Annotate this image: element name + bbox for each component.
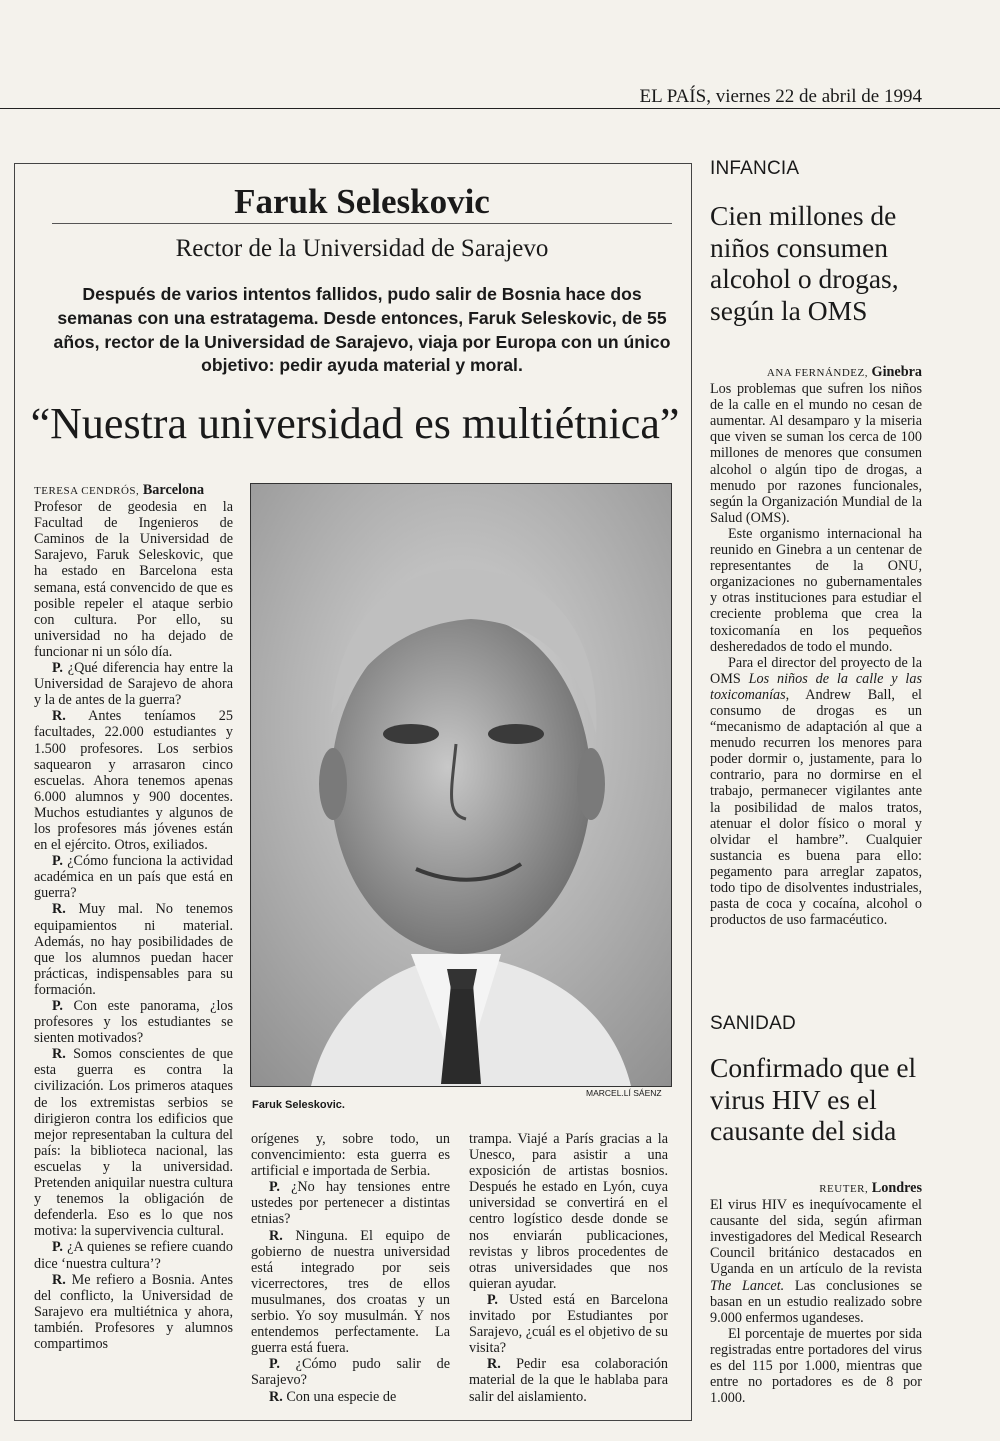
paragraph: Este organismo internacional ha reunido en Ginebra a un centenar de representantes de la ONU, organizaciones no gubernamentales y otras instituciones para estudiar el creciente problema que crea la toxicomanía en los pequeños desheredados de todo el mundo. [710, 525, 922, 655]
a-marker: R. [269, 1227, 283, 1244]
q-marker: P. [269, 1179, 280, 1196]
a-marker: R. [269, 1388, 283, 1405]
q-marker: P. [269, 1356, 280, 1373]
byline-place: Londres [871, 1180, 922, 1196]
question-text: ¿No hay tensiones entre ustedes por pertenecer a distintas etnias? [251, 1179, 450, 1228]
paragraph [710, 1197, 922, 1326]
paragraph: Profesor de geodesia en la Facultad de Ingenieros de Caminos de la Universidad de Sarajevo, Faruk Seleskovic, que ha estado en Barcelona esta semana, está convencido de que es posible repeler el ataque serbio con cultura. Por ello, su universidad no ha dejado de funcionar ni un sólo día. [34, 499, 233, 660]
answer-text: Me refiero a Bosnia. Antes del conflicto, la Universidad de Sarajevo era multiétnica y ahora, también. Profesores y alumnos compartimos [34, 1271, 233, 1352]
photo-caption: Faruk Seleskovic. [252, 1099, 345, 1111]
answer-text: Con una especie de [286, 1388, 397, 1405]
interview-headline: “Nuestra universidad es multiétnica” [30, 399, 680, 448]
answer [469, 1356, 668, 1404]
answer-text: Antes teníamos 25 facultades, 22.000 estudiantes y 1.500 profesores. Los serbios saquearon y arrasaron cinco escuelas. Ahora tenemos apenas 6.000 alumnos y 900 docentes. Muchos estudiantes y algunos de los profesores más jóvenes están en el ejército. Otros, exiliados. [34, 708, 233, 854]
infancia-headline: Cien millones de niños consumen alcohol o drogas, según la OMS [710, 200, 899, 326]
answer [34, 901, 233, 998]
answer [251, 1389, 450, 1405]
dateline: EL PAÍS, viernes 22 de abril de 1994 [639, 86, 922, 107]
intro-lead: Después de varios intentos fallidos, pudo salir de Bosnia hace dos semanas con una estratagema. Desde entonces, Faruk Seleskovic, de 55 años, rector de la Universidad de Sarajevo, viaja por Europa con un único objetivo: pedir ayuda material y moral. [53, 284, 671, 376]
question [34, 853, 233, 901]
section-label-infancia: INFANCIA [710, 158, 800, 179]
question-text: Con este panorama, ¿los profesores y los estudiantes se sienten motivados? [34, 998, 234, 1047]
section-label-sanidad: SANIDAD [710, 1013, 796, 1034]
answer [34, 708, 233, 853]
answer-text: Ninguna. El equipo de gobierno de nuestra universidad está integrado por seis vicerrectores, tres de ellos musulmanes, dos croatas y un serbio. Yo soy musulmán. Y nos entendemos perfectamente. La guerra está fuera. [251, 1227, 450, 1357]
paragraph-text: Las conclusiones se basan en un estudio realizado sobre 9.000 enfermos ugandeses. [710, 1277, 922, 1326]
paragraph: Los problemas que sufren los niños de la calle en el mundo no cesan de aumentar. Al desamparo y la miseria que viven se suman los cerca de 100 millones de menores que consumen alcohol o algún tipo de drogas, a menudo por razones funcionales, según la Organización Mundial de la Salud (OMS). [710, 381, 922, 526]
question-text: ¿Cómo pudo salir de Sarajevo? [251, 1356, 450, 1389]
a-marker: R. [487, 1356, 501, 1373]
paragraph [710, 655, 922, 929]
byline [710, 1180, 922, 1197]
paragraph: El porcentaje de muertes por sida registradas entre portadores del virus es del 115 por 1.000, mientras que entre no portadores es de 8 por 1.000. [710, 1325, 922, 1407]
byline [34, 482, 233, 499]
byline-author: TERESA CENDRÓS, [34, 485, 140, 497]
a-marker: R. [52, 901, 66, 918]
paragraph-text: , Andrew Ball, el consumo de drogas es un “mecanismo de adaptación al que a menudo recurren los menores para poder dormir o, justamente, para lo contrario, para no dormirse en el trabajo, permanecer vigilantes ante la posibilidad de malos tratos, atenuar el dolor físico o moral y olvidar el hambre”. Cualquier sustancia es buena para ello: pegamento para arreglar zapatos, todo tipo de disolventes industriales, pasta de coca y cocaína, alcohol o productos de uso farmacéutico. [710, 686, 922, 929]
byline-author: REUTER, [819, 1183, 869, 1195]
question-text: ¿A quienes se refiere cuando dice ‘nuestra cultura’? [34, 1239, 233, 1272]
portrait-photo [250, 483, 672, 1087]
answer [34, 1046, 233, 1239]
byline-author: ANA FERNÁNDEZ, [766, 367, 868, 379]
answer [34, 1272, 233, 1352]
paragraph: trampa. Viajé a París gracias a la Unesco, para asistir a una exposición de artistas bosnios. Después he estado en Lyón, cuya universidad se convertirá en el centro logístico desde donde se nos enviarán publicaciones, revistas y libros procedentes de otras universidades que nos quieran ayudar. [469, 1131, 668, 1292]
interview-column-2 [251, 1131, 450, 1405]
paragraph-text: El virus HIV es inequívocamente el causante del sida, según afirman investigadores del Medical Research Council británico destacados en Uganda en un artículo de la revista [710, 1197, 922, 1278]
photo-credit: MARCEL.LÍ SÁENZ [586, 1088, 662, 1098]
portrait-illustration [251, 484, 671, 1086]
question [34, 998, 233, 1046]
question [34, 1239, 233, 1271]
sanidad-article [710, 1180, 922, 1406]
question [34, 660, 233, 708]
infancia-article [710, 364, 922, 928]
paragraph-text: Para el director del proyecto de la OMS [710, 654, 922, 687]
byline-place: Barcelona [142, 482, 205, 498]
a-marker: R. [52, 708, 66, 725]
answer-text: Muy mal. No tenemos equipamientos ni material. Además, no hay posibilidades de que los alumnos puedan hacer prácticas, indispensables para su formación. [34, 901, 234, 998]
answer-text: Pedir esa colaboración material de la que le hablaba para salir del aislamiento. [469, 1356, 669, 1405]
interviewee-name: Faruk Seleskovic [234, 182, 490, 221]
question [469, 1292, 668, 1356]
interview-column-3 [469, 1131, 668, 1405]
question-text: ¿Cómo funciona la actividad académica en un país que está en guerra? [34, 853, 234, 902]
name-rule [52, 223, 672, 224]
paragraph: orígenes y, sobre todo, un convencimiento: esta guerra es artificial e importada de Serbia. [251, 1131, 450, 1180]
question [251, 1356, 450, 1388]
q-marker: P. [52, 660, 63, 677]
q-marker: P. [52, 853, 63, 870]
question-text: ¿Qué diferencia hay entre la Universidad de Sarajevo de ahora y la de antes de la guerra? [34, 660, 233, 709]
a-marker: R. [52, 1271, 66, 1288]
journal-title: The Lancet. [710, 1277, 785, 1294]
byline [710, 364, 922, 381]
header-rule [0, 108, 1000, 109]
interviewee-role: Rector de la Universidad de Sarajevo [175, 235, 549, 262]
question [251, 1179, 450, 1227]
q-marker: P. [52, 1239, 63, 1256]
byline-place: Ginebra [871, 364, 922, 380]
answer-text: Somos conscientes de que esta guerra es contra la civilización. Los primeros ataques de los extremistas serbios se dirigieron contra los edificios que mejor representaban la cultura del país: la biblioteca nacional, las escuelas y la universidad. Pretenden aniquilar nuestra cultura y tenemos la obligación de defenderla. Eso es lo que nos motiva: la supervivencia cultural. [34, 1046, 234, 1240]
question-text: Usted está en Barcelona invitado por Estudiantes por Sarajevo, ¿cuál es el objetivo de su visita? [469, 1291, 669, 1357]
project-title: Los niños de la calle y las toxicomanías [710, 670, 922, 703]
interview-column-1 [34, 482, 233, 1352]
q-marker: P. [487, 1291, 498, 1308]
sanidad-headline: Confirmado que el virus HIV es el causante del sida [710, 1052, 917, 1146]
a-marker: R. [52, 1046, 66, 1063]
answer [251, 1228, 450, 1357]
q-marker: P. [52, 998, 63, 1014]
